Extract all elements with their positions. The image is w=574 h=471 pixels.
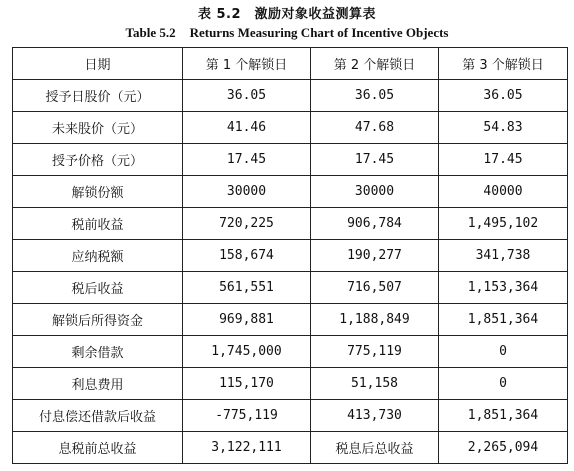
table-cell: 561,551 [183,272,311,304]
table-cell: 36.05 [439,80,568,112]
table-cell: 36.05 [311,80,439,112]
table-cell: 17.45 [439,144,568,176]
table-cell: 41.46 [183,112,311,144]
table-cell: 36.05 [183,80,311,112]
row-label: 应纳税额 [13,240,183,272]
table-cell: 158,674 [183,240,311,272]
row-label: 授予价格（元） [13,144,183,176]
table-row [13,80,568,112]
row-label: 未来股价（元） [13,112,183,144]
table-cell: 1,851,364 [439,304,568,336]
table-cell: -775,119 [183,400,311,432]
table-cell: 906,784 [311,208,439,240]
table-cell: 3,122,111 [183,432,311,464]
header-unlock-day-2: 第 2 个解锁日 [311,48,439,80]
row-label: 解锁后所得资金 [13,304,183,336]
header-unlock-day-3: 第 3 个解锁日 [439,48,568,80]
table-cell: 30000 [311,176,439,208]
row-label: 付息偿还借款后收益 [13,400,183,432]
table-cell: 1,153,364 [439,272,568,304]
table-row [13,176,568,208]
table-cell: 54.83 [439,112,568,144]
row-label: 授予日股价（元） [13,80,183,112]
table-header-row [13,48,568,80]
table-cell: 720,225 [183,208,311,240]
table-cell: 969,881 [183,304,311,336]
table-cell: 51,158 [311,368,439,400]
table-row [13,432,568,464]
row-label: 税后收益 [13,272,183,304]
table-cell: 2,265,094 [439,432,568,464]
header-unlock-day-1: 第 1 个解锁日 [183,48,311,80]
table-cell: 115,170 [183,368,311,400]
table-row [13,208,568,240]
table-cell: 30000 [183,176,311,208]
row-label: 税前收益 [13,208,183,240]
table-row [13,304,568,336]
header-date: 日期 [13,48,183,80]
table-cell: 17.45 [311,144,439,176]
table-title-text: Returns Measuring Chart of Incentive Objects [189,25,449,40]
table-row [13,112,568,144]
table-number-label: Table 5.2 [125,25,176,40]
table-row [13,368,568,400]
table-cell: 1,188,849 [311,304,439,336]
table-cell: 40000 [439,176,568,208]
table-cell: 413,730 [311,400,439,432]
table-title-english [0,25,574,41]
row-label: 息税前总收益 [13,432,183,464]
table-row [13,144,568,176]
table-title-chinese: 表 5.2 激励对象收益测算表 [197,7,377,22]
table-cell: 1,495,102 [439,208,568,240]
table-cell: 17.45 [183,144,311,176]
table-row [13,400,568,432]
table-cell: 0 [439,336,568,368]
table-row [13,272,568,304]
table-cell: 1,745,000 [183,336,311,368]
table-row [13,336,568,368]
row-label: 税息后总收益 [311,432,439,464]
returns-table [12,47,568,464]
row-label: 剩余借款 [13,336,183,368]
table-cell: 716,507 [311,272,439,304]
table-cell: 341,738 [439,240,568,272]
table-cell: 0 [439,368,568,400]
table-cell: 775,119 [311,336,439,368]
table-cell: 1,851,364 [439,400,568,432]
table-cell: 47.68 [311,112,439,144]
table-cell: 190,277 [311,240,439,272]
row-label: 利息费用 [13,368,183,400]
row-label: 解锁份额 [13,176,183,208]
table-row [13,240,568,272]
